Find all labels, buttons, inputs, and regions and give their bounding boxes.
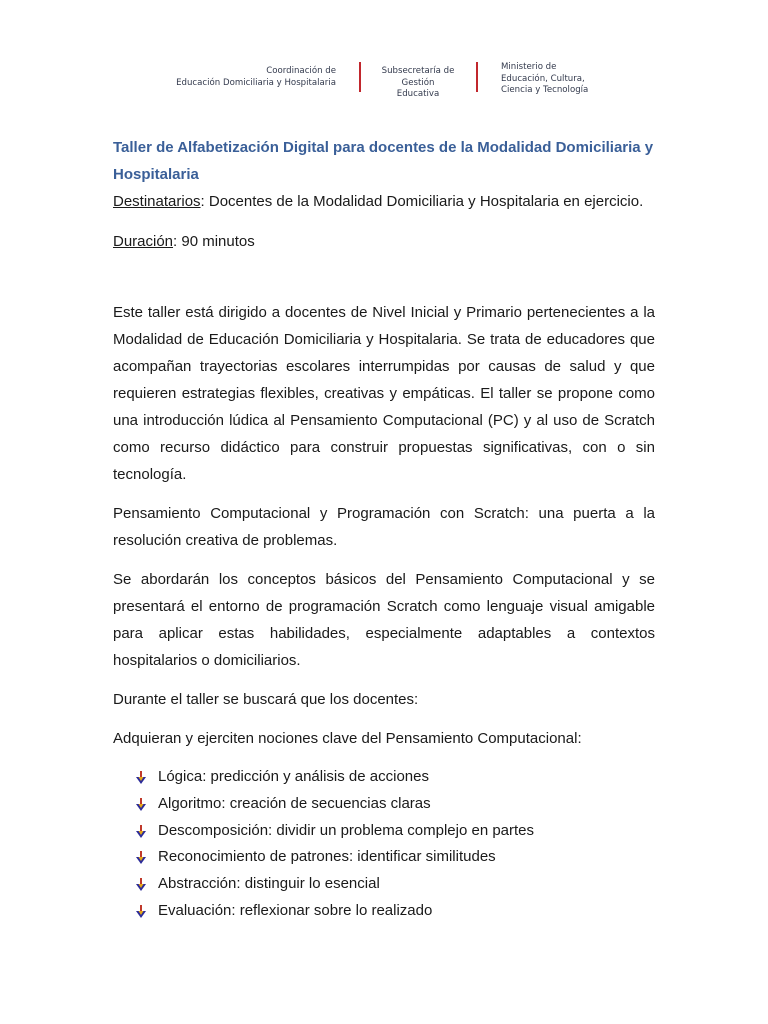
list-item (113, 898, 655, 925)
header-divider (476, 62, 478, 92)
org-ministerio (501, 62, 588, 97)
list-item (113, 818, 655, 845)
paragraph-content: Se abordarán los conceptos básicos del Pensamiento Computacional y se presentará el entorno de programación Scratch como lenguaje visual amigable para aplicar estas habilidades, especialmente adaptables a contextos hospitalarios o domiciliarios. (113, 571, 655, 669)
org-coordinacion (176, 66, 336, 89)
arrow-down-icon (135, 905, 147, 919)
paragraph-subtitle: Pensamiento Computacional y Programación con Scratch: una puerta a la resolución creativa de problemas. (113, 505, 655, 549)
arrow-down-icon (135, 798, 147, 812)
org-line: Coordinación de (266, 66, 336, 76)
recipients-label: Destinatarios (113, 193, 201, 210)
org-line: Subsecretaría de (381, 66, 455, 76)
document-title: Taller de Alfabetización Digital para docentes de la Modalidad Domiciliaria y Hospitalaria (113, 139, 654, 183)
header-divider (359, 62, 361, 92)
org-line: Educación, Cultura, (501, 73, 585, 84)
recipients-line (113, 188, 655, 215)
recipients-text: : Docentes de la Modalidad Domiciliaria y Hospitalaria en ejercicio. (200, 193, 644, 210)
list-item-text: Lógica: predicción y análisis de acciones (158, 768, 429, 785)
org-line: Ciencia y Tecnología (501, 85, 589, 95)
list-item (113, 764, 655, 791)
org-line: Educación Domiciliaria y Hospitalaria (176, 77, 336, 88)
arrow-down-icon (135, 771, 147, 785)
concepts-list (113, 764, 655, 925)
arrow-down-icon (135, 878, 147, 892)
list-item (113, 791, 655, 818)
paragraph-goals: Adquieran y ejerciten nociones clave del Pensamiento Computacional: (113, 730, 582, 747)
paragraph-goals-intro: Durante el taller se buscará que los docentes: (113, 691, 419, 708)
org-line: Gestión Educativa (396, 77, 440, 99)
list-item-text: Algoritmo: creación de secuencias claras (158, 794, 431, 812)
org-subsecretaria (380, 66, 456, 101)
list-item-text: Descomposición: dividir un problema complejo en partes (158, 821, 535, 839)
arrow-down-icon (135, 825, 147, 839)
duration-label: Duración (113, 233, 174, 250)
org-line: Ministerio de (501, 62, 557, 72)
arrow-down-icon (135, 851, 147, 865)
list-item-text: Reconocimiento de patrones: identificar similitudes (158, 848, 496, 866)
duration-line (113, 228, 655, 255)
list-item (113, 844, 655, 871)
document-body (113, 134, 655, 925)
list-item-text: Abstracción: distinguir lo esencial (158, 875, 380, 893)
list-item (113, 871, 655, 898)
paragraph-intro: Este taller está dirigido a docentes de Nivel Inicial y Primario pertenecientes a la Modalidad de Educación Domiciliaria y Hospitalaria. Se trata de educadores que acompañan trayectorias escolares interrumpidas por causas de salud y que requieren estrategias flexibles, creativas y empáticas. El taller se propone como una introducción lúdica al Pensamiento Computacional (PC) y al uso de Scratch como recurso didáctico para construir propuestas significativas, con o sin tecnología. (113, 304, 655, 483)
page-header (0, 62, 768, 99)
list-item-text: Evaluación: reflexionar sobre lo realizado (158, 901, 433, 919)
duration-text: : 90 minutos (173, 233, 255, 250)
